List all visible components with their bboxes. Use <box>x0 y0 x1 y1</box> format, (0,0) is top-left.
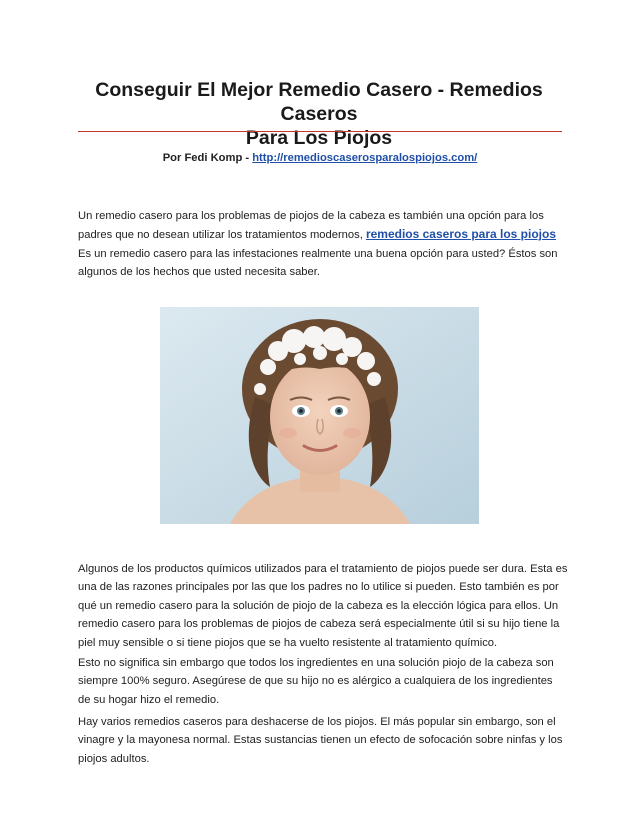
byline <box>78 152 562 164</box>
title-divider <box>78 131 562 132</box>
page-title-line-1: Conseguir El Mejor Remedio Casero - Remedios Caseros <box>95 79 543 125</box>
paragraph-safety: Esto no significa sin embargo que todos los ingredientes en una solución piojo de la cabeza son siempre 100% seguro. Asegúrese de que su hijo no es alérgico a cualquiera de los ingredientes de su hogar hizo el remedio. <box>78 657 554 706</box>
byline-link[interactable]: http://remedioscaserosparalospiojos.com/ <box>252 152 478 164</box>
page-title-line-2: Para Los Piojos <box>245 127 393 149</box>
intro-text-after: Es un remedio casero para las infestaciones realmente una buena opción para usted? Éstos son algunos de los hechos que usted necesita saber. <box>78 247 558 279</box>
byline-author: Por Fedi Komp - <box>162 152 253 164</box>
page-title <box>60 78 578 150</box>
paragraph-intro <box>78 207 568 282</box>
paragraph-remedies: Hay varios remedios caseros para deshacerse de los piojos. El más popular sin embargo, son el vinagre y la mayonesa normal. Estas sustancias tienen un efecto de sofocación sobre ninfas y los piojos adultos. <box>78 716 563 765</box>
intro-text-before: Un remedio casero para los problemas de piojos de la cabeza es también una opción para los padres que no desean utilizar los tratamientos modernos, <box>78 210 544 242</box>
paragraph-chemicals: Algunos de los productos químicos utilizados para el tratamiento de piojos puede ser dura. Esta es una de las razones principales por las que los padres no lo utilice si pueden. Esto también es por qué un remedio casero para la solución de piojo de la cabeza es la elección lógica para ellos. Un remedio casero para los problemas de piojos de cabeza será especialmente útil si su hijo tiene la piel muy sensible o si tiene piojos que se ha vuelto resistente al tratamiento químico. <box>78 563 568 649</box>
remedios-link[interactable]: remedios caseros para los piojos <box>365 227 557 242</box>
child-shampoo-photo <box>160 307 479 524</box>
